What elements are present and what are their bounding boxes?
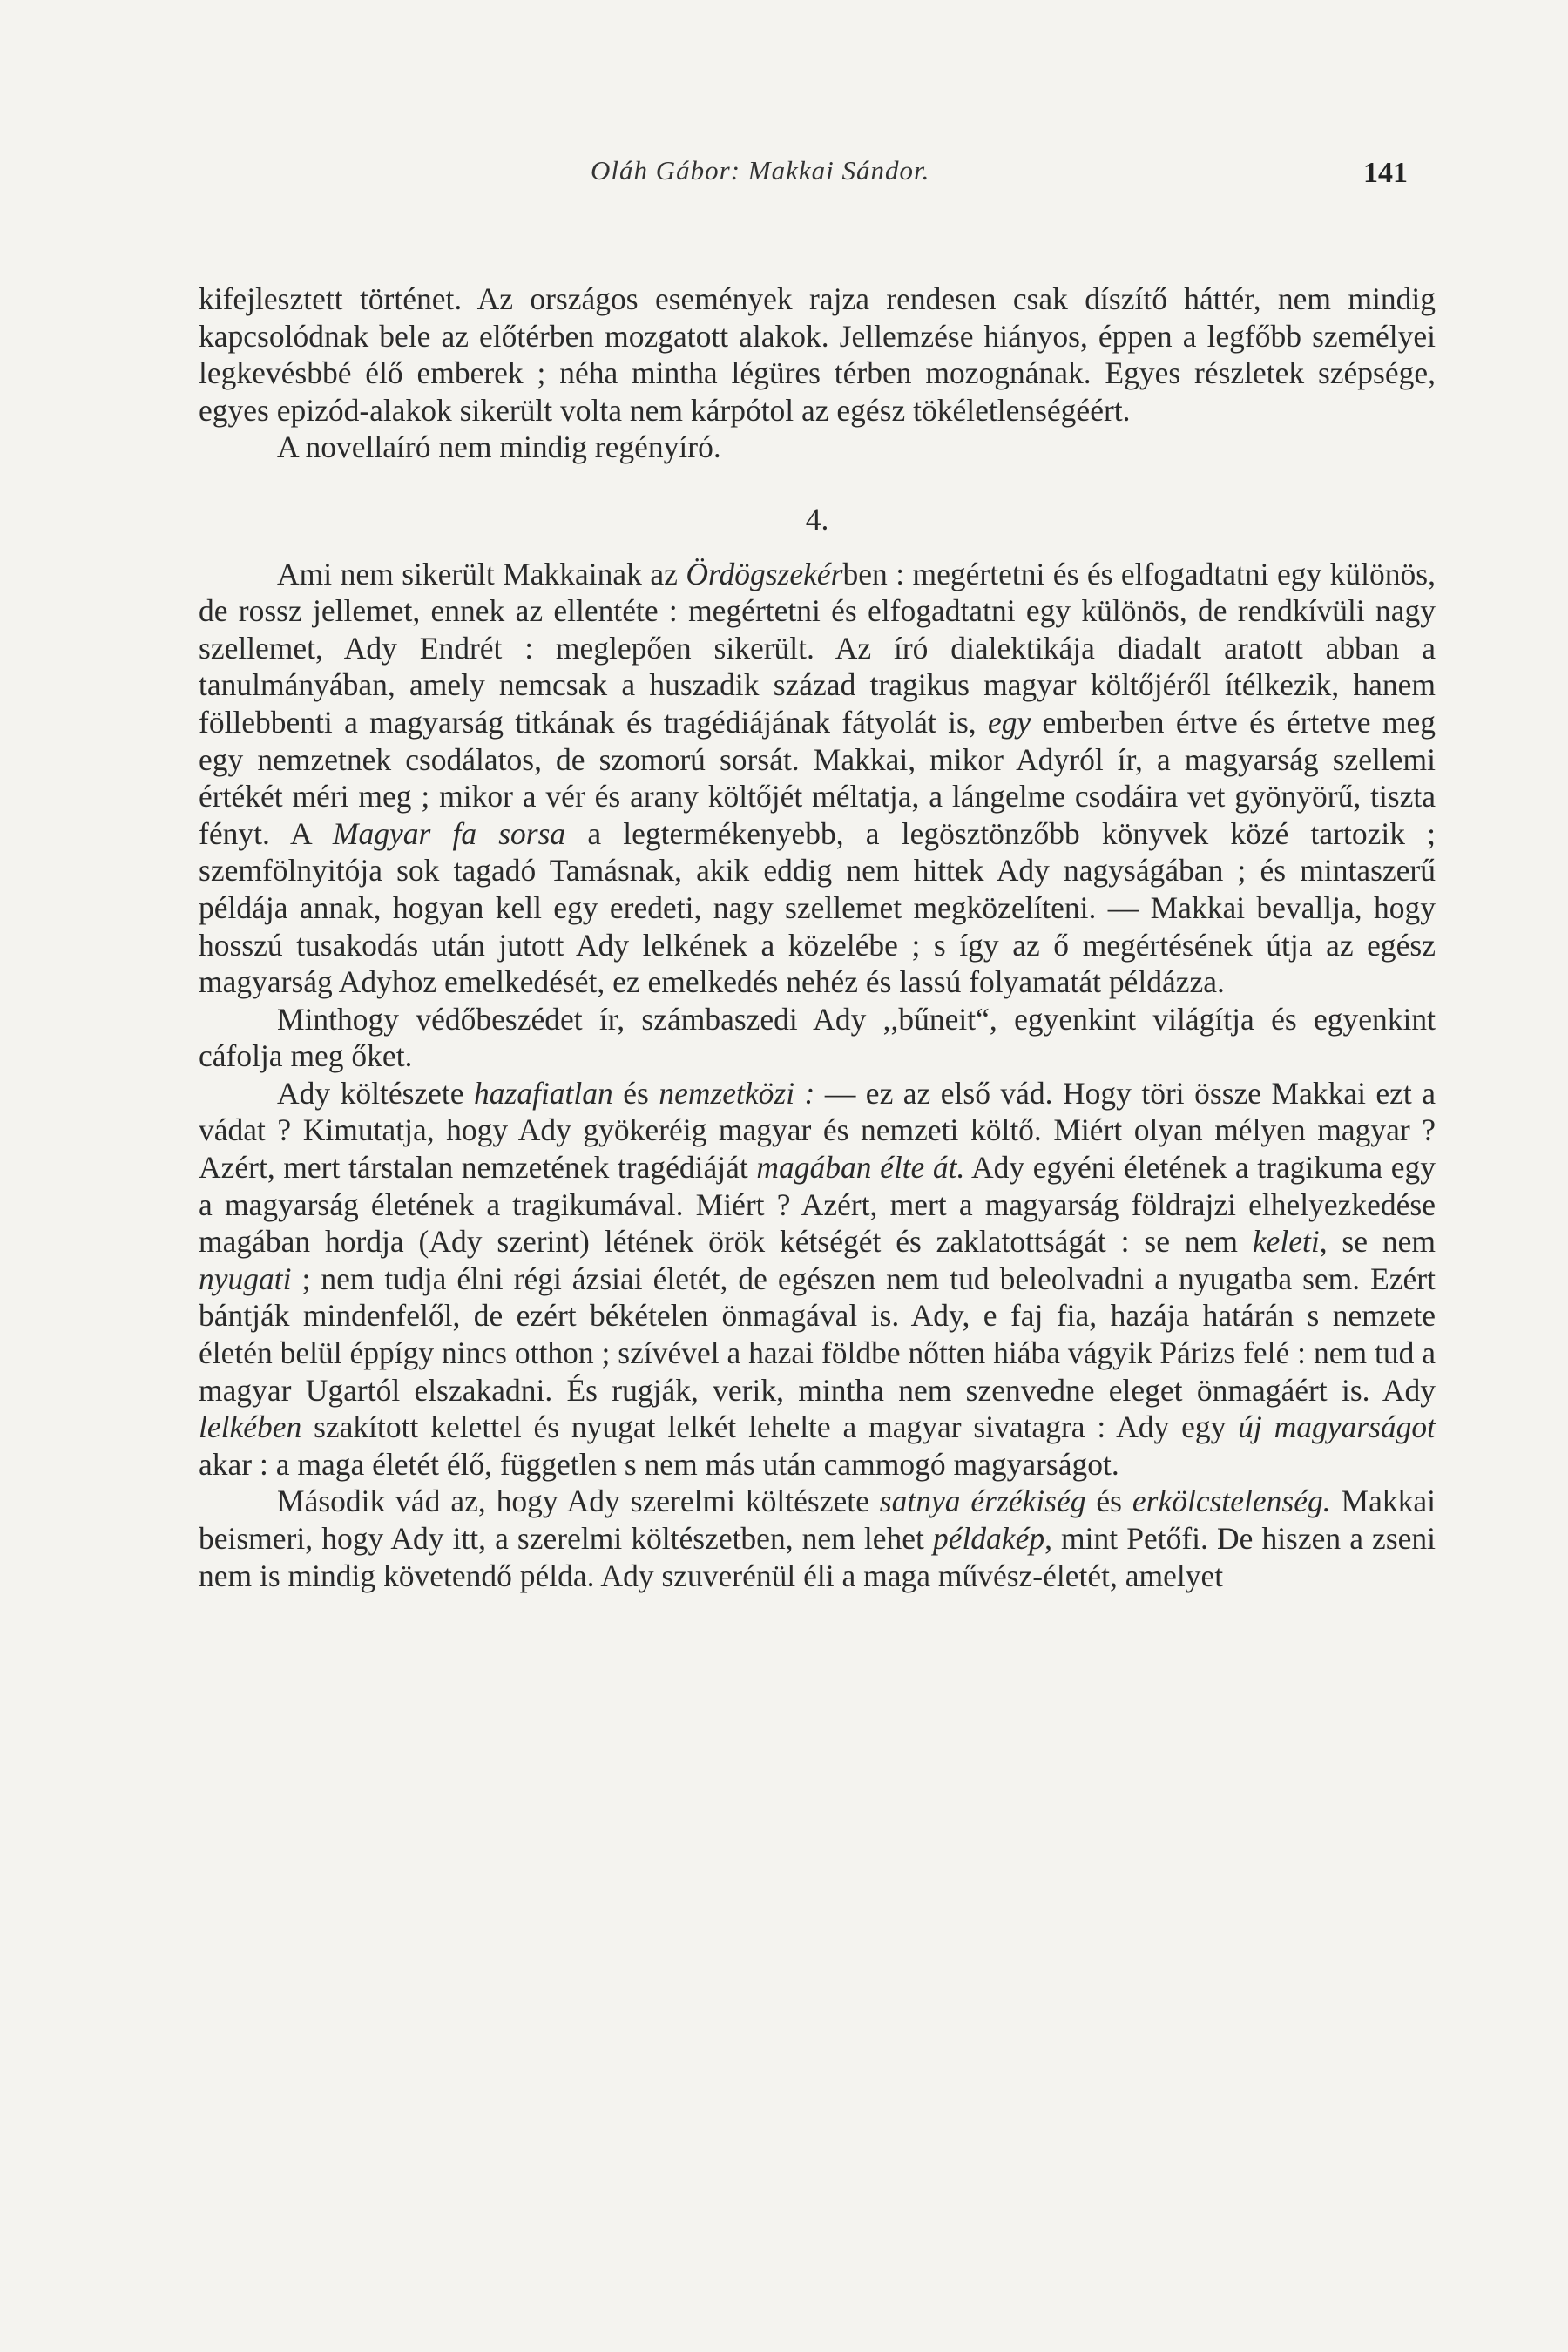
text-run: Második vád az, hogy Ady szerelmi költészete [277,1484,880,1519]
paragraph [199,1483,1436,1594]
text-run: ben : megértetni és és elfogadtatni egy különös, de rossz jellemet, ennek az ellentéte : megértetni és elfogadtatni egy különös, de rendkívüli nagy szellemet, Ady Endrét : meglepően sikerült. Az író dialektikája diadalt aratott abban a tanulmányában, amely nemcsak a huszadik század tragikus magyar költőjéről ítélkezik, hanem föllebbenti a magyarság titkának és tragédiájának fátyolát is, [199,556,1436,740]
page-header [199,155,1418,207]
italic-text-run: példakép [932,1521,1045,1556]
paragraph [199,556,1436,1001]
text-run: Ady költészete [277,1075,475,1111]
italic-text-run: satnya érzékiség [879,1484,1086,1519]
text-run: ; nem tudja élni régi ázsiai életét, de egészen nem tud beleolvadni a nyugatba sem. Ezért bántják mindenfelől, de ezért békételen önmagával is. Ady, e faj fia, hazája határán s nemzete életén belül éppígy nincs otthon ; szívével a hazai földbe nőtten hiába vágyik Párizs felé : nem tud a magyar Ugartól elszakadni. És rugják, verik, mintha nem szenvedne eleget önmagáért is. Ady [199,1260,1436,1408]
paragraph [199,1075,1436,1484]
text-run: szakított kelettel és nyugat lelkét lehelte a magyar sivatagra : Ady egy [301,1409,1239,1445]
text-run: A novellaíró nem mindig regényíró. [277,429,721,465]
italic-text-run: nemzetközi : [659,1075,815,1111]
text-run: Ady egyéni életének a tragikuma egy a magyarság életének a tragikumával. Miért ? Azért, mert a magyarság földrajzi elhelyezkedése magában hordja (Ady szerint) létének örök kétségét és zaklatottságát : se nem [199,1150,1436,1260]
text-run: emberben értve és értetve meg egy nemzetnek csodálatos, de szomorú sorsát. Makkai, mikor Adyról ír, a magyarság szellemi értékét méri meg ; mikor a vér és arany költőjét méltatja, a lángelme csodáira vet gyönyörű, tiszta fényt. A [199,704,1436,851]
text-run: Makkai beismeri, hogy Ady itt, a szerelmi költészetben, nem lehet [199,1484,1436,1556]
text-run: és [612,1075,659,1111]
text-run: a legtermékenyebb, a legösztönzőbb könyvek közé tartozik ; szemfölnyitója sok tagadó Tamásnak, akik eddig nem hittek Ady nagyságában ; és mintaszerű példája annak, hogyan kell egy eredeti, nagy szellemet megközelíteni. — Makkai bevallja, hogy hosszú tusakodás után jutott Ady lelkének a közelébe ; s így az ő megértésének útja az egész magyarság Adyhoz emelkedését, ez emelkedés nehéz és lassú folyamatát példázza. [199,815,1436,1000]
italic-text-run: erkölcstelenség. [1132,1484,1331,1519]
text-run: , mint Petőfi. De hiszen a zseni nem is mindig követendő példa. Ady szuverénül éli a maga művész-életét, amelyet [199,1521,1436,1593]
italic-text-run: lelkében [199,1409,302,1445]
italic-text-run: keleti [1252,1224,1320,1260]
text-run: Ami nem sikerült Makkainak az [277,556,686,591]
italic-text-run: egy [987,704,1031,740]
text-run: , se nem [1319,1224,1436,1260]
paragraph [199,429,1436,466]
italic-text-run: magában élte át. [756,1150,965,1186]
body-text [199,280,1436,1594]
paragraph [199,280,1436,429]
italic-text-run: hazafiatlan [474,1075,613,1111]
italic-text-run: Ördögszekér [686,556,843,591]
text-run: Minthogy védőbeszédet ír, számbaszedi Ady ,,bűneit“, egyenkint világítja és egyenkint cáfolja meg őket. [199,1001,1436,1074]
running-title: Oláh Gábor: Makkai Sándor. [591,155,930,186]
text-run: kifejlesztett történet. Az országos események rajza rendesen csak díszítő háttér, nem mindig kapcsolódnak bele az előtérben mozgatott alakok. Jellemzése hiányos, éppen a legfőbb személyei legkevésbbé élő emberek ; néha mintha légüres térben mozognának. Egyes részletek szépsége, egyes epizód-alakok sikerült volta nem kárpótol az egész tökéletlenségéért. [199,281,1436,428]
page-number: 141 [1363,157,1408,189]
paragraph [199,1001,1436,1075]
italic-text-run: nyugati [199,1260,292,1296]
text-run: és [1085,1484,1132,1519]
text-run: — ez az első vád. Hogy töri össze Makkai ezt a vádat ? Kimutatja, hogy Ady gyökeréig magyar és nemzeti költő. Miért olyan mélyen magyar ? Azért, mert társtalan nemzetének tragédiáját [199,1075,1436,1186]
italic-text-run: új magyarságot [1238,1409,1436,1445]
text-run: akar : a maga életét élő, független s nem más után cammogó magyarságot. [199,1446,1119,1482]
italic-text-run: Magyar fa sorsa [332,815,566,851]
section-number: 4. [805,501,829,537]
